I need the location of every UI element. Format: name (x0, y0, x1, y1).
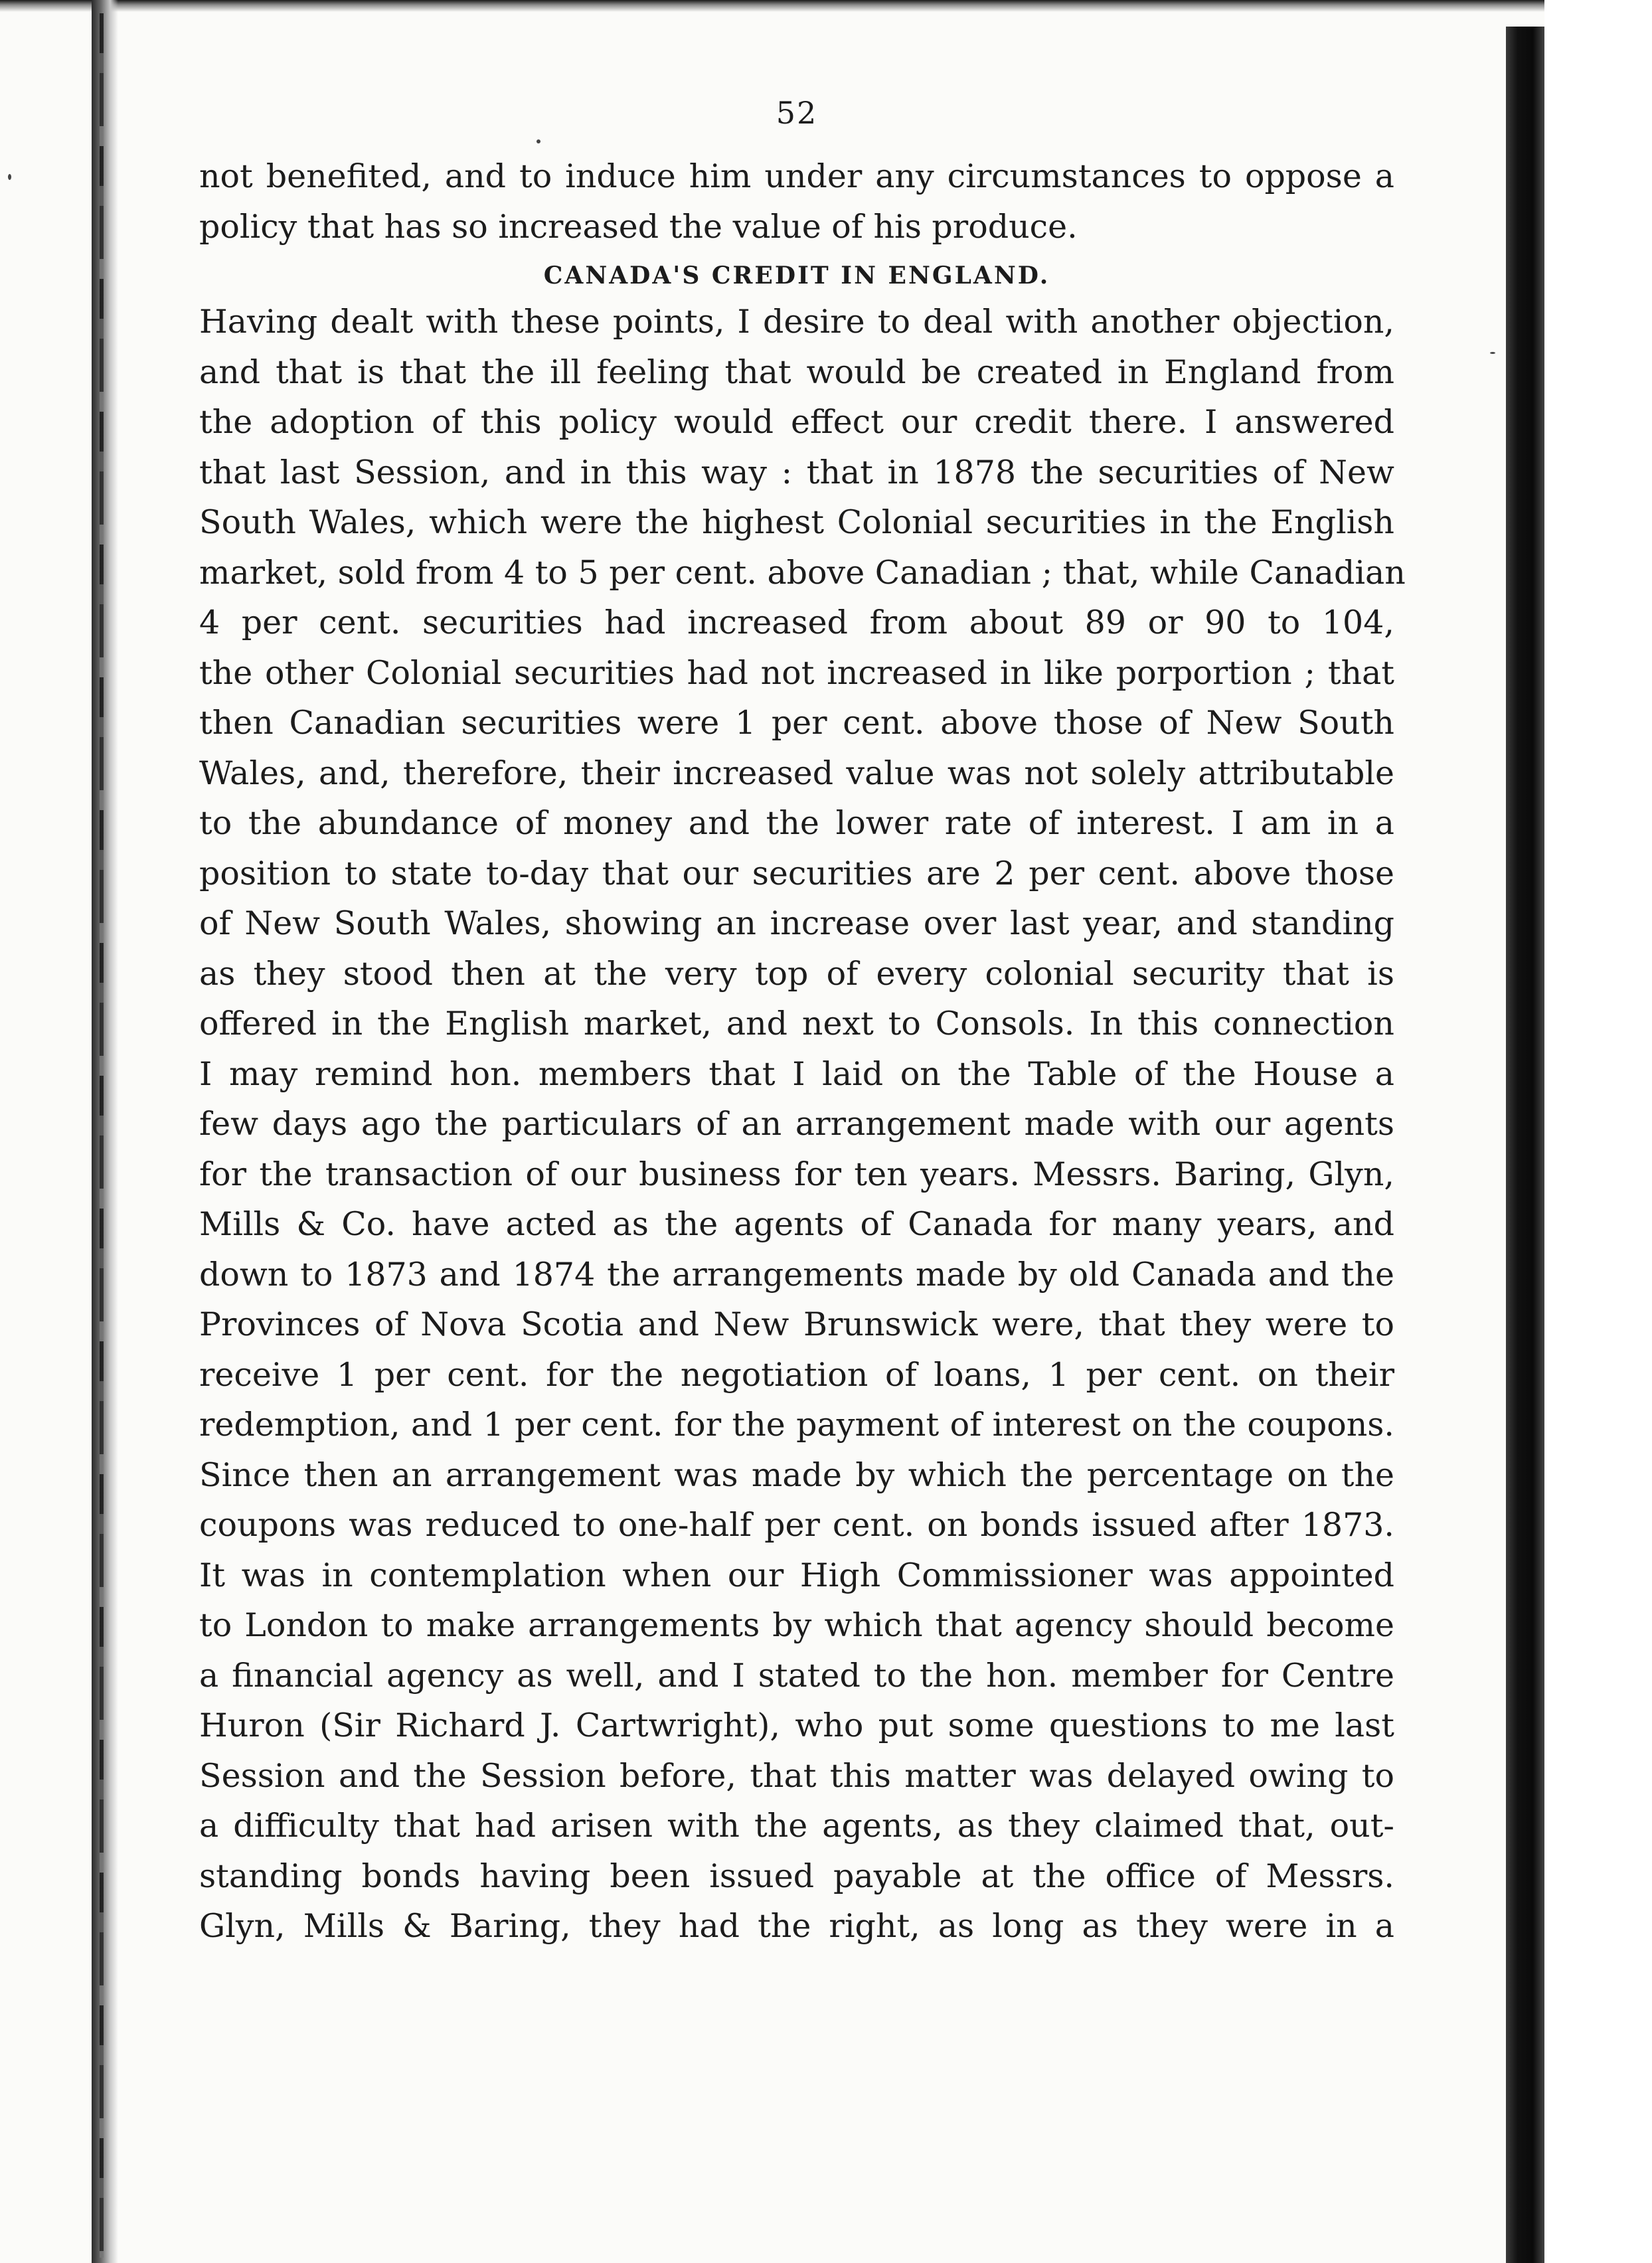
text-line: Having dealt with these points, I desire to deal with another objection, (199, 303, 1394, 341)
text-line: Wales, and, therefore, their increased value was not solely attributable (199, 754, 1394, 792)
text-line: I may remind hon. members that I laid on the Table of the House a (199, 1054, 1394, 1093)
text-line: receive 1 per cent. for the negotiation of loans, 1 per cent. on their (199, 1355, 1394, 1394)
text-line: Session and the Session before, that this matter was delayed owing to (199, 1756, 1394, 1795)
speck (1490, 352, 1495, 354)
text-line: Glyn, Mills & Baring, they had the right, as long as they were in a (199, 1907, 1394, 1945)
text-line: to the abundance of money and the lower rate of interest. I am in a (199, 804, 1394, 842)
text-line: market, sold from 4 to 5 per cent. above Canadian ; that, while Canadian (199, 553, 1406, 592)
text-line: that last Session, and in this way : that in 1878 the securities of New (199, 453, 1394, 491)
text-line: 4 per cent. securities had increased from about 89 or 90 to 104, (199, 604, 1394, 641)
text-line: offered in the English market, and next to Consols. In this connection (199, 1005, 1394, 1043)
text-line: for the transaction of our business for ten years. Messrs. Baring, Glyn, (199, 1155, 1394, 1193)
text-line: not benefited, and to induce him under any circumstances to oppose a (199, 157, 1394, 195)
text-line: then Canadian securities were 1 per cent. above those of New South (199, 704, 1394, 742)
text-line: a difficulty that had arisen with the agents, as they claimed that, out- (199, 1807, 1394, 1845)
scan-margin-right (1544, 0, 1652, 2263)
page-number: 52 (776, 95, 818, 131)
text-line: down to 1873 and 1874 the arrangements made by old Canada and the (199, 1255, 1394, 1294)
text-line: Huron (Sir Richard J. Cartwright), who put some questions to me last (199, 1707, 1394, 1744)
scan-top-edge (0, 0, 1652, 12)
text-line: to London to make arrangements by which that agency should become (199, 1606, 1394, 1644)
text-line: Since then an arrangement was made by which the percentage on the (199, 1456, 1394, 1494)
book-spine-edge (100, 13, 104, 2258)
text-line: as they stood then at the very top of every colonial security that is (199, 954, 1394, 993)
text-line: Provinces of Nova Scotia and New Brunswick were, that they were to (199, 1305, 1394, 1343)
text-line: It was in contemplation when our High Commissioner was appointed (199, 1556, 1394, 1594)
text-line: standing bonds having been issued payable at the office of Messrs. (199, 1857, 1394, 1895)
text-line: the other Colonial securities had not increased in like porportion ; that (199, 653, 1394, 692)
text-line: Mills & Co. have acted as the agents of Canada for many years, and (199, 1205, 1394, 1243)
paragraph-continued (199, 151, 1394, 252)
text-line: a financial agency as well, and I stated to the hon. member for Centre (199, 1656, 1394, 1695)
section-heading: CANADA'S CREDIT IN ENGLAND. (543, 262, 1050, 290)
paragraph-main (199, 297, 1406, 1952)
facing-page-edge (1506, 27, 1544, 2263)
page-body (199, 93, 1406, 1952)
text-line: of New South Wales, showing an increase over last year, and standing (199, 904, 1394, 942)
text-line: the adoption of this policy would effect our credit there. I answered (199, 403, 1394, 441)
book-spine-shadow (92, 0, 118, 2263)
text-line: and that is that the ill feeling that would be created in England from (199, 353, 1394, 391)
text-line: few days ago the particulars of an arrangement made with our agents (199, 1105, 1394, 1143)
text-line: redemption, and 1 per cent. for the payment of interest on the coupons. (199, 1406, 1394, 1444)
text-line: coupons was reduced to one-half per cent. on bonds issued after 1873. (199, 1506, 1394, 1544)
text-line: policy that has so increased the value of his produce. (199, 207, 1078, 246)
text-line: South Wales, which were the highest Colonial securities in the English (199, 503, 1394, 541)
speck (8, 174, 11, 180)
text-line: position to state to-day that our securities are 2 per cent. above those (199, 854, 1394, 892)
